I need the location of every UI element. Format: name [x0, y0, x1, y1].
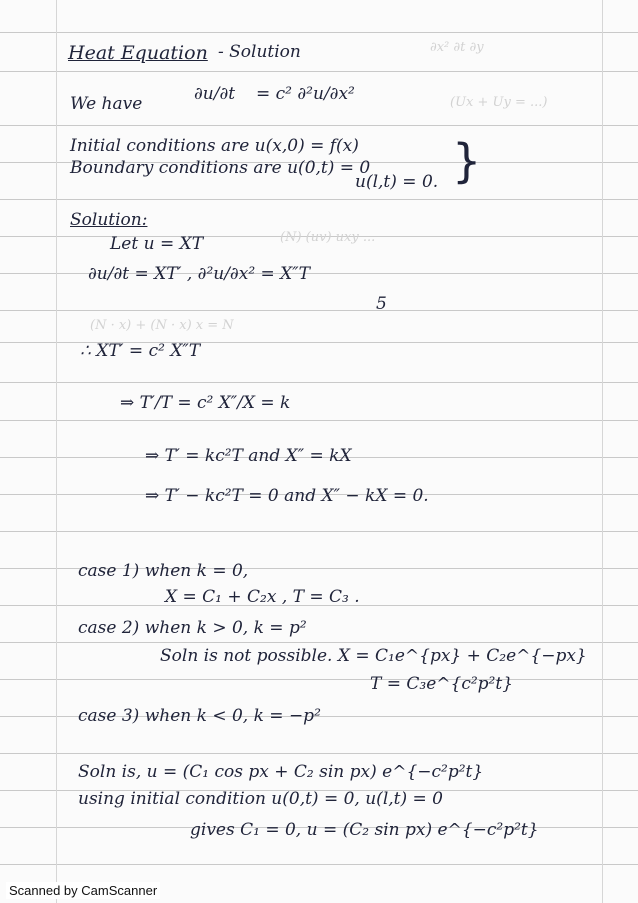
boundary-conditions: Boundary conditions are u(0,t) = 0: [70, 158, 371, 178]
separation-step: ⇒ T′/T = c² X″/X = k: [120, 393, 291, 413]
case-2-t: T = C₃e^{c²p²t}: [370, 674, 514, 694]
boundary-condition-2: u(l,t) = 0.: [355, 172, 439, 192]
scanner-watermark: Scanned by CamScanner: [6, 882, 160, 899]
gives-line: gives C₁ = 0, u = (C₂ sin px) e^{−c²p²t}: [190, 820, 539, 840]
solution-label: Solution:: [70, 210, 148, 230]
ruled-line: [0, 125, 638, 126]
ruled-line: [0, 32, 638, 33]
case-2-x: Soln is not possible. X = C₁e^{px} + C₂e^{−px}: [160, 646, 587, 666]
bleed-through-text: (Ux + Uy = ...): [450, 95, 548, 110]
ruled-line: [0, 420, 638, 421]
bleed-through-text: (N) (uv) uxy ...: [280, 230, 376, 245]
heading: Heat Equation: [68, 42, 208, 64]
ruled-line: [0, 679, 638, 680]
ruled-line: [0, 642, 638, 643]
margin-note: 5: [376, 294, 387, 314]
case-3: case 3) when k < 0, k = −p²: [78, 706, 321, 726]
let-statement: Let u = XT: [110, 234, 204, 254]
using-initial-condition: using initial condition u(0,t) = 0, u(l,t) = 0: [78, 789, 443, 809]
bleed-through-text: (N · x) + (N · x) x = N: [90, 318, 234, 333]
case-1-solution: X = C₁ + C₂x , T = C₃ .: [165, 587, 360, 607]
ode-pair-zero: ⇒ T′ − kc²T = 0 and X″ − kX = 0.: [145, 486, 429, 506]
ruled-line: [0, 531, 638, 532]
case-2: case 2) when k > 0, k = p²: [78, 618, 307, 638]
heading-suffix: - Solution: [218, 42, 301, 62]
substituted-equation: ∴ XT′ = c² X″T: [80, 341, 201, 361]
general-solution: Soln is, u = (C₁ cos px + C₂ sin px) e^{−c²p²t}: [78, 762, 484, 782]
du-dt-fraction: ∂u/∂t: [194, 84, 236, 104]
curly-brace: }: [452, 134, 482, 188]
margin-line: [56, 0, 57, 903]
pde-rhs: = c² ∂²u/∂x²: [256, 84, 355, 104]
ruled-line: [0, 864, 638, 865]
ruled-line: [0, 199, 638, 200]
derivatives-line: ∂u/∂t = XT′ , ∂²u/∂x² = X″T: [88, 264, 310, 284]
equation-intro: We have: [70, 94, 143, 114]
ode-pair: ⇒ T′ = kc²T and X″ = kX: [145, 446, 352, 466]
ruled-line: [0, 71, 638, 72]
bleed-through-text: ∂x² ∂t ∂y: [430, 40, 484, 55]
ruled-line: [0, 753, 638, 754]
case-1: case 1) when k = 0,: [78, 561, 249, 581]
initial-conditions: Initial conditions are u(x,0) = f(x): [70, 136, 359, 156]
ruled-line: [0, 310, 638, 311]
margin-line: [602, 0, 603, 903]
ruled-line: [0, 382, 638, 383]
